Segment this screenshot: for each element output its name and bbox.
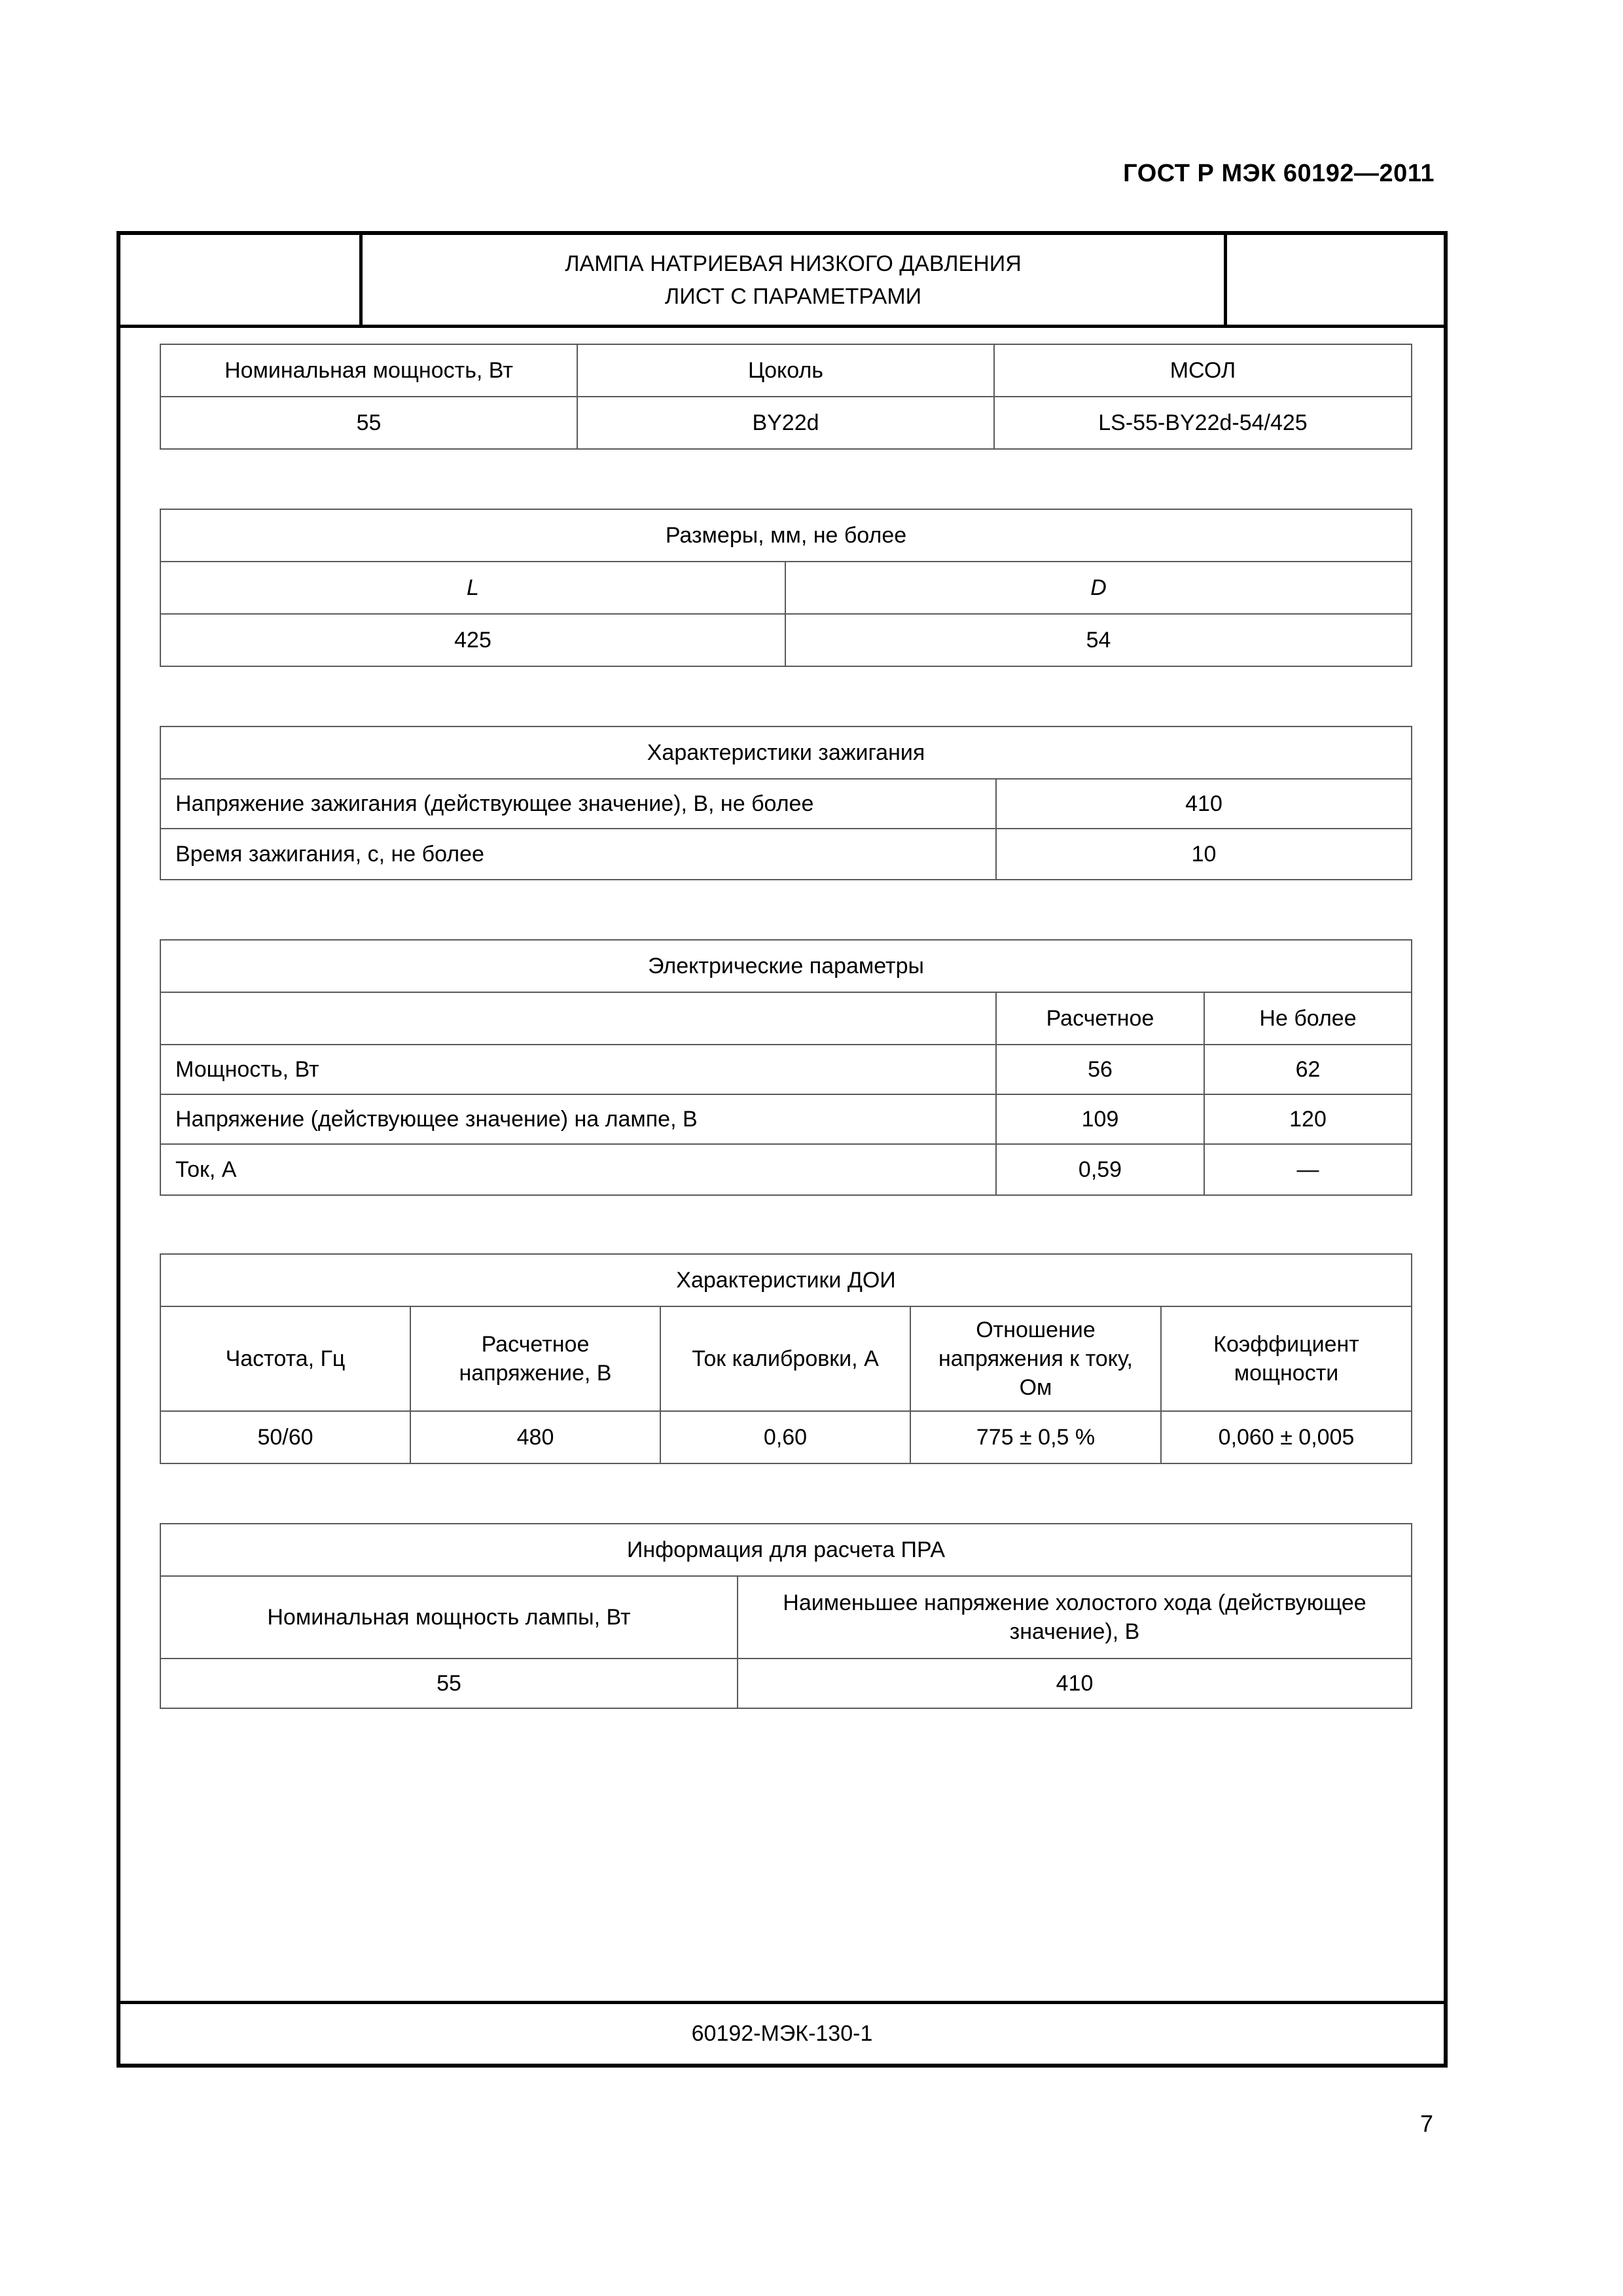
table-cell: 0,60 [660,1411,910,1463]
sheet-title-line-2: ЛИСТ С ПАРАМЕТРАМИ [664,283,922,309]
table-cell: LS-55-BY22d-54/425 [994,397,1412,449]
table-cell: 410 [996,779,1412,829]
table-header-cell: Наименьшее напряжение холостого хода (действующее значение), В [738,1576,1412,1659]
table-cell: 775 ± 0,5 % [910,1411,1161,1463]
table-header-cell: Расчетное [996,992,1204,1045]
table-cell: 0,59 [996,1144,1204,1195]
table-title: Характеристики ДОИ [160,1254,1412,1306]
table-header-cell: Номинальная мощность, Вт [160,344,577,397]
parameter-sheet-frame [116,231,1448,2068]
sheet-title-line-1: ЛАМПА НАТРИЕВАЯ НИЗКОГО ДАВЛЕНИЯ [565,251,1022,276]
table-cell: 10 [996,829,1412,880]
table-cell: 109 [996,1094,1204,1144]
table-cell: 50/60 [160,1411,410,1463]
ignition-table [160,726,1412,880]
table-cell: 55 [160,1659,738,1708]
frame-header-title [363,235,1224,325]
table-cell: BY22d [577,397,994,449]
frame-header [120,235,1444,328]
table-header-cell: МСОЛ [994,344,1412,397]
table-row-label: Напряжение (действующее значение) на лампе, В [160,1094,996,1144]
table-header-cell: L [160,562,785,614]
table-title: Размеры, мм, не более [160,509,1412,562]
table-row-label: Время зажигания, с, не более [160,829,996,880]
table-header-cell: Ток калибровки, А [660,1306,910,1411]
table-row-label: Ток, А [160,1144,996,1195]
electrical-parameters-table [160,939,1412,1196]
table-cell: 480 [410,1411,660,1463]
frame-header-left-cell [120,235,363,325]
table-cell: 425 [160,614,785,666]
table-cell: 120 [1204,1094,1412,1144]
ballast-info-table [160,1523,1412,1709]
table-row-label: Мощность, Вт [160,1045,996,1094]
table-cell: 410 [738,1659,1412,1708]
table-cell: 56 [996,1045,1204,1094]
table-row-label: Напряжение зажигания (действующее значение), В, не более [160,779,996,829]
table-header-cell: Коэффициент мощности [1161,1306,1412,1411]
frame-header-right-cell [1224,235,1444,325]
table-cell: 54 [785,614,1412,666]
table-cell: 62 [1204,1045,1412,1094]
table-cell: — [1204,1144,1412,1195]
main-parameters-table [160,344,1412,450]
table-title: Характеристики зажигания [160,726,1412,779]
table-header-cell: Цоколь [577,344,994,397]
document-code: ГОСТ Р МЭК 60192—2011 [1123,160,1435,187]
table-header-cell: D [785,562,1412,614]
page-number: 7 [1419,2110,1433,2137]
table-title: Электрические параметры [160,940,1412,992]
table-cell: 0,060 ± 0,005 [1161,1411,1412,1463]
table-header-cell: Не более [1204,992,1412,1045]
doi-characteristics-table [160,1253,1412,1464]
table-cell: 55 [160,397,577,449]
table-header-cell: Частота, Гц [160,1306,410,1411]
sheet-code-footer: 60192-МЭК-130-1 [120,2001,1444,2064]
table-title: Информация для расчета ПРА [160,1524,1412,1576]
table-header-cell: Номинальная мощность лампы, Вт [160,1576,738,1659]
table-header-cell: Отношение напряжения к току, Ом [910,1306,1161,1411]
dimensions-table [160,509,1412,667]
table-header-cell: Расчетное напряжение, В [410,1306,660,1411]
table-header-cell [160,992,996,1045]
